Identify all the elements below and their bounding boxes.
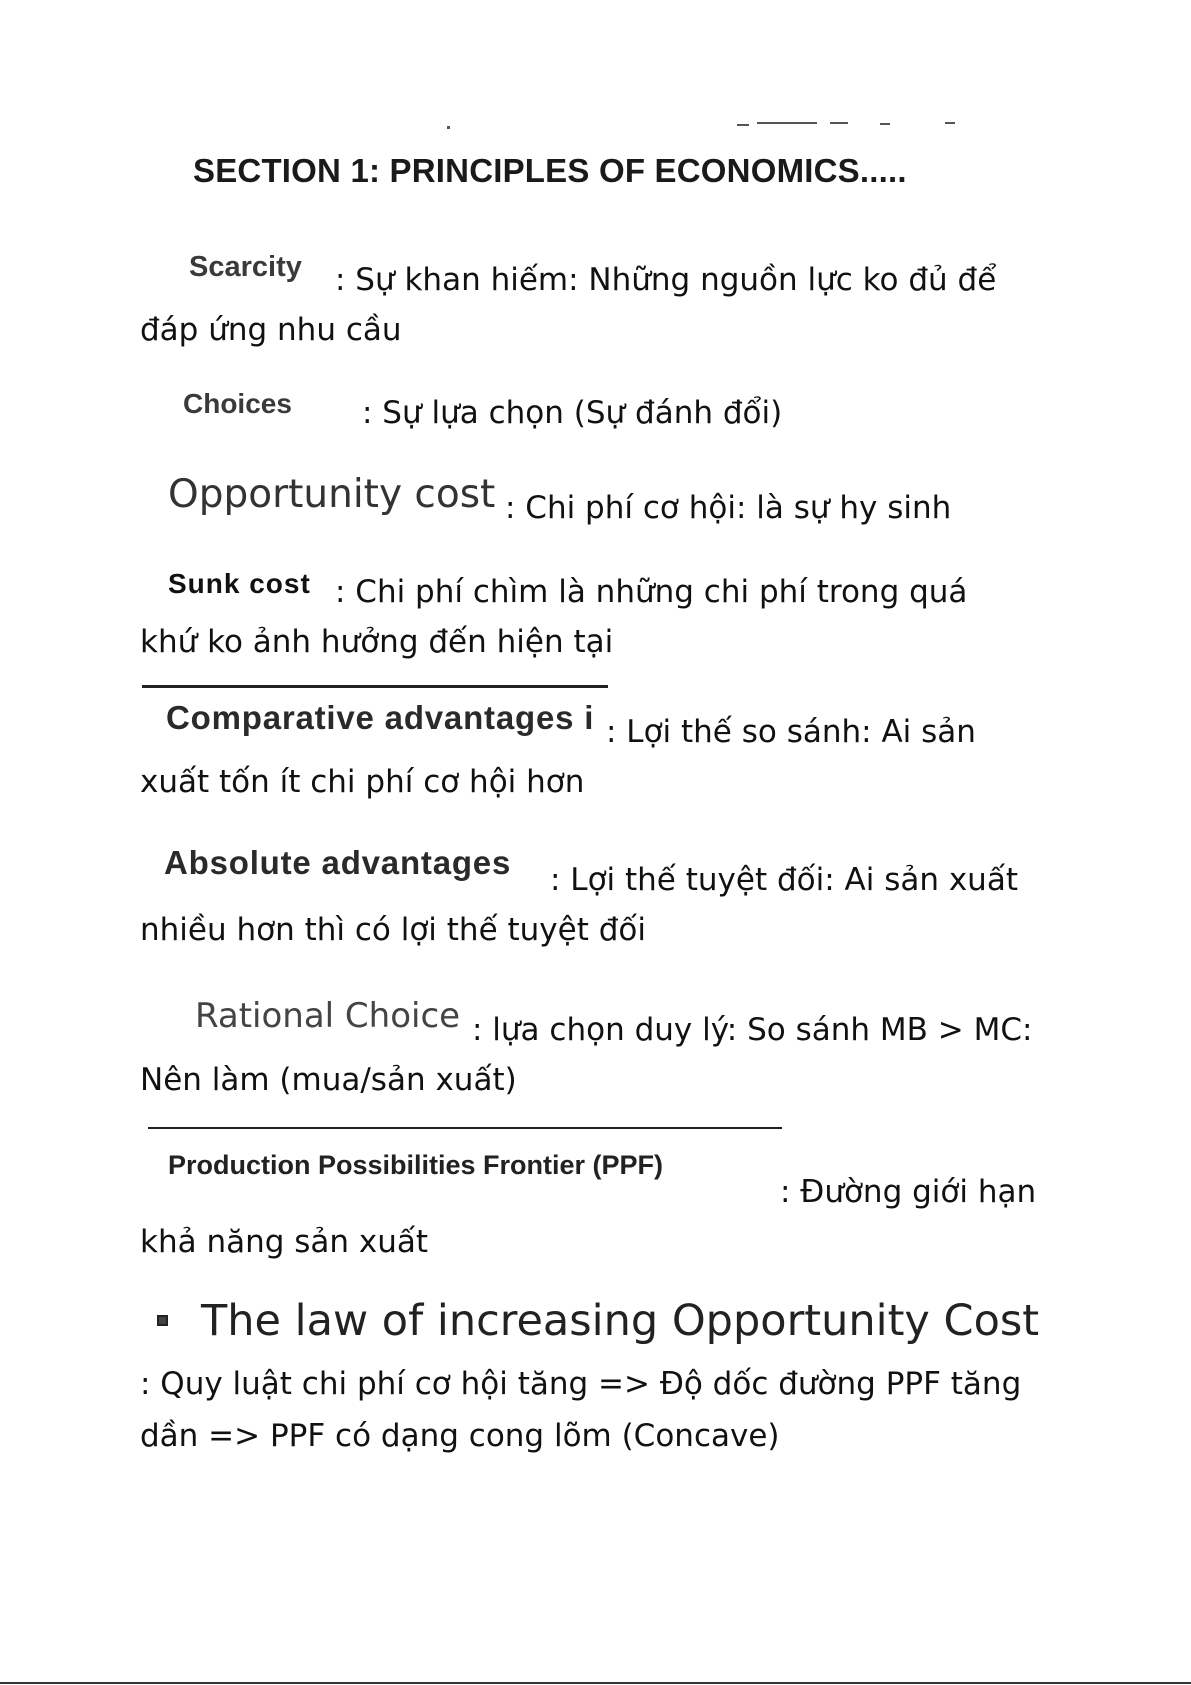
scan-speck [757,122,817,124]
definition-law-line2: dần => PPF có dạng cong lõm (Concave) [140,1418,780,1454]
definition-rational-line2: Nên làm (mua/sản xuất) [140,1062,517,1098]
divider-line [148,1127,782,1129]
section-heading: SECTION 1: PRINCIPLES OF ECONOMICS..... [193,152,907,189]
scan-speck [880,123,890,125]
definition-law-line1: : Quy luật chi phí cơ hội tăng => Độ dốc đường PPF tăng [140,1366,1022,1402]
term-law-increasing-opportunity-cost: The law of increasing Opportunity Cost [201,1296,1040,1346]
definition-comparative-line1: : Lợi thế so sánh: Ai sản [606,714,976,750]
scan-speck [737,124,749,126]
term-absolute-advantages: Absolute advantages [164,844,512,881]
scan-speck [447,126,450,129]
definition-sunk-cost-line1: : Chi phí chìm là những chi phí trong quá [335,574,968,610]
definition-ppf-line1: : Đường giới hạn [780,1174,1037,1210]
definition-choices-line1: : Sự lựa chọn (Sự đánh đổi) [362,395,783,431]
term-scarcity: Scarcity [189,251,302,283]
divider-line [142,685,608,688]
term-opportunity-cost: Opportunity cost [168,472,496,517]
scan-speck [945,122,955,124]
scan-speck [830,122,848,124]
definition-sunk-cost-line2: khứ ko ảnh hưởng đến hiện tại [140,624,614,660]
definition-absolute-line2: nhiều hơn thì có lợi thế tuyệt đối [140,912,646,948]
definition-comparative-line2: xuất tốn ít chi phí cơ hội hơn [140,764,585,800]
definition-scarcity-line2: đáp ứng nhu cầu [140,312,402,348]
definition-absolute-line1: : Lợi thế tuyệt đối: Ai sản xuất [550,862,1018,898]
term-choices: Choices [183,388,292,419]
term-rational-choice: Rational Choice [195,996,461,1036]
page-bottom-edge [0,1682,1191,1684]
definition-scarcity-line1: : Sự khan hiếm: Những nguồn lực ko đủ để [335,262,997,298]
definition-opportunity-cost-line1: : Chi phí cơ hội: là sự hy sinh [505,490,952,526]
definition-rational-line1: : lựa chọn duy lý: So sánh MB > MC: [472,1012,1033,1048]
term-comparative-advantages: Comparative advantages i [166,699,595,736]
definition-ppf-line2: khả năng sản xuất [140,1224,429,1260]
term-ppf: Production Possibilities Frontier (PPF) [168,1150,664,1180]
bullet-square-icon [157,1315,168,1326]
term-sunk-cost: Sunk cost [168,568,311,599]
